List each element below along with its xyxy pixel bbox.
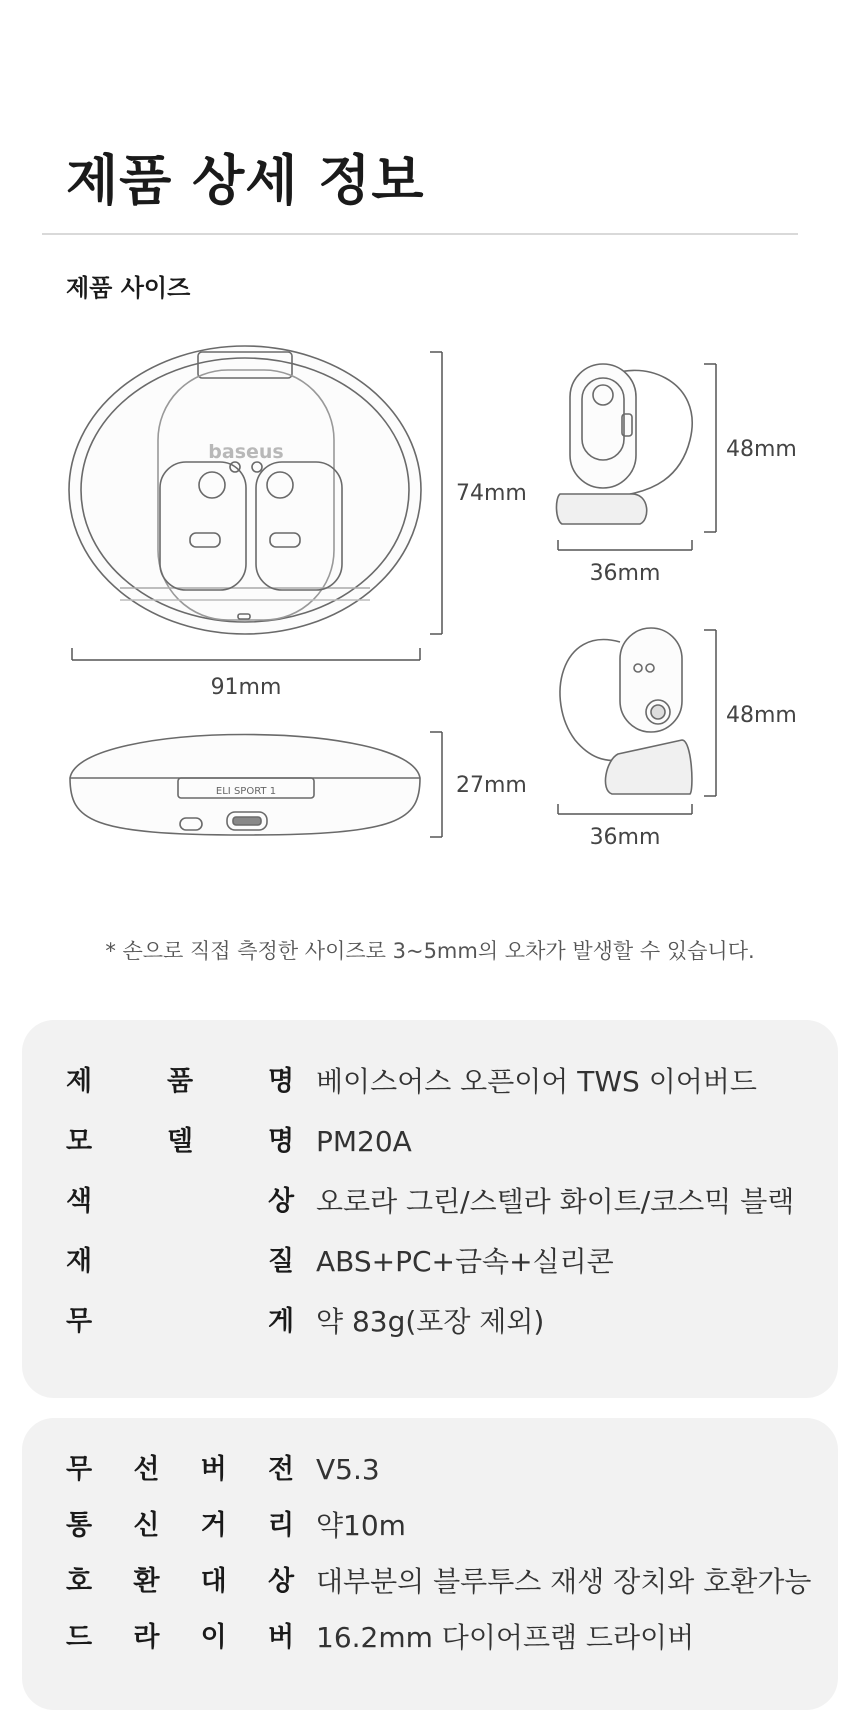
- case-height-label: 74mm: [456, 481, 527, 506]
- spec-label-char: 버: [268, 1622, 295, 1653]
- spec-row: [22, 1450, 838, 1490]
- spec-row: [22, 1122, 838, 1162]
- spec-value: PM20A: [316, 1125, 412, 1158]
- case-width-dimension-line: [72, 648, 420, 660]
- case-height-dimension-line: [430, 352, 442, 634]
- spec-label: [66, 1506, 296, 1546]
- spec-label-char: 선: [133, 1454, 160, 1485]
- spec-label-char: 색: [66, 1186, 93, 1217]
- spec-row: [22, 1618, 838, 1658]
- spec-label-char: 통: [66, 1510, 93, 1541]
- spec-value: 16.2mm 다이어프램 드라이버: [316, 1621, 695, 1654]
- spec-label-char: 환: [133, 1566, 160, 1597]
- spec-label-char: 델: [167, 1126, 194, 1157]
- spec-label: [66, 1242, 296, 1282]
- earbud-bottom-width-dimension-line: [558, 804, 692, 814]
- spec-label-char: 라: [133, 1622, 160, 1653]
- spec-box-technical: [22, 1418, 838, 1710]
- spec-label-char: 거: [200, 1510, 227, 1541]
- spec-label-char: 대: [200, 1566, 227, 1597]
- spec-label-char: 품: [167, 1066, 194, 1097]
- earbud-bottom-height-dimension-line: [704, 630, 716, 796]
- case-depth-dimension-line: [430, 732, 442, 837]
- spec-label: [66, 1302, 296, 1342]
- spec-label-char: 명: [268, 1126, 295, 1157]
- spec-label-char: 호: [66, 1566, 93, 1597]
- earbud-bottom-height-label: 48mm: [726, 703, 797, 728]
- spec-row: [22, 1562, 838, 1602]
- measurement-note: * 손으로 직접 측정한 사이즈로 3~5mm의 오차가 발생할 수 있습니다.: [105, 939, 755, 963]
- earbud-top-height-label: 48mm: [726, 437, 797, 462]
- spec-label-char: 무: [66, 1306, 93, 1337]
- spec-label-char: 무: [66, 1454, 93, 1485]
- case-depth-label: 27mm: [456, 773, 527, 798]
- case-brand-mark: baseus: [208, 441, 284, 463]
- spec-label-char: 리: [268, 1510, 295, 1541]
- spec-label: [66, 1062, 296, 1102]
- spec-label-char: 모: [66, 1126, 93, 1157]
- earbud-top-view: [556, 364, 692, 524]
- spec-label: [66, 1618, 296, 1658]
- spec-label-char: 질: [268, 1246, 295, 1277]
- spec-label-char: 전: [268, 1454, 295, 1485]
- spec-value: 약10m: [316, 1509, 406, 1542]
- spec-row: [22, 1242, 838, 1282]
- spec-label-char: 버: [200, 1454, 227, 1485]
- spec-label-char: 명: [268, 1066, 295, 1097]
- spec-value: 베이스어스 오픈이어 TWS 이어버드: [316, 1065, 757, 1098]
- earbud-top-width-dimension-line: [558, 540, 692, 550]
- spec-label: [66, 1562, 296, 1602]
- case-width-label: 91mm: [210, 675, 282, 700]
- spec-row: [22, 1506, 838, 1546]
- spec-label-char: 제: [66, 1066, 93, 1097]
- spec-value: V5.3: [316, 1453, 380, 1486]
- spec-row: [22, 1182, 838, 1222]
- spec-box-product: [22, 1020, 838, 1398]
- section-title-size: 제품 사이즈: [66, 274, 191, 302]
- spec-value: 오로라 그린/스텔라 화이트/코스믹 블랙: [316, 1185, 795, 1218]
- spec-value: 대부분의 블루투스 재생 장치와 호환가능: [316, 1565, 812, 1598]
- spec-label-char: 게: [268, 1306, 295, 1337]
- spec-label-char: 이: [200, 1622, 227, 1653]
- spec-label: [66, 1122, 296, 1162]
- earbud-top-width-label: 36mm: [589, 561, 661, 586]
- spec-row: [22, 1062, 838, 1102]
- earbud-top-height-dimension-line: [704, 364, 716, 532]
- spec-label-char: 상: [268, 1566, 295, 1597]
- spec-label: [66, 1182, 296, 1222]
- spec-row: [22, 1302, 838, 1342]
- spec-value: 약 83g(포장 제외): [316, 1305, 545, 1338]
- earbud-bottom-width-label: 36mm: [589, 825, 661, 850]
- spec-value: ABS+PC+금속+실리콘: [316, 1245, 614, 1278]
- product-size-diagram: [0, 320, 860, 880]
- case-side-view: [70, 735, 420, 836]
- earbud-bottom-view: [560, 628, 692, 794]
- spec-label-char: 상: [268, 1186, 295, 1217]
- spec-label: [66, 1450, 296, 1490]
- page-title: 제품 상세 정보: [66, 149, 425, 212]
- case-top-view: [69, 346, 421, 634]
- spec-label-char: 재: [66, 1246, 93, 1277]
- spec-label-char: 신: [133, 1510, 160, 1541]
- title-divider: [42, 233, 798, 235]
- case-model-label: ELI SPORT 1: [215, 786, 277, 797]
- spec-label-char: 드: [66, 1622, 93, 1653]
